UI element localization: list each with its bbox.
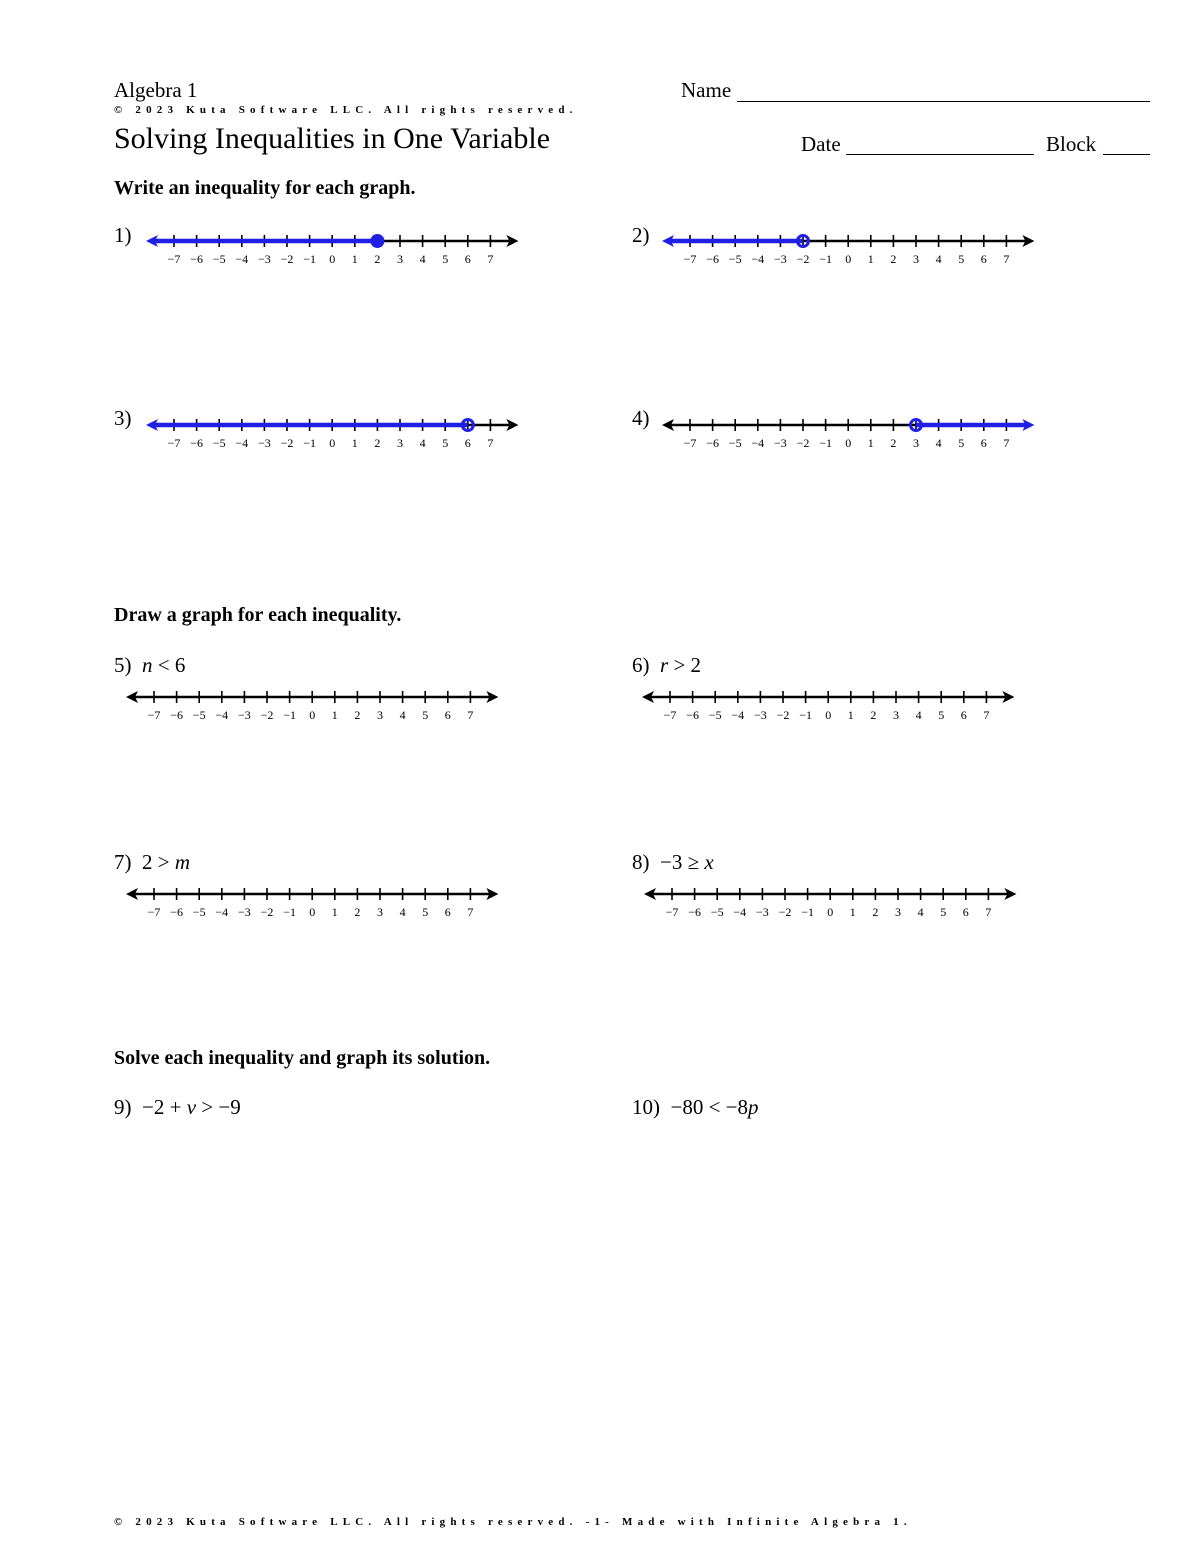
tick-label: −1	[819, 252, 832, 266]
problem-number: 7)	[114, 850, 132, 874]
tick-label: 6	[464, 436, 471, 450]
tick-label: −1	[801, 905, 814, 919]
tick-label: 2	[354, 905, 361, 919]
tick-label: −4	[751, 252, 765, 266]
tick-label: 1	[847, 708, 854, 722]
tick-label: 6	[464, 252, 471, 266]
tick-label: 0	[825, 708, 832, 722]
variable: m	[174, 850, 191, 874]
problem-9	[114, 1095, 241, 1120]
tick-label: 2	[374, 252, 381, 266]
tick-label: −4	[733, 905, 747, 919]
tick-label: 1	[331, 708, 338, 722]
problem-number: 2)	[632, 223, 650, 247]
tick-label: −3	[774, 436, 787, 450]
tick-label: 0	[309, 905, 316, 919]
problem-6	[632, 653, 701, 678]
tick-label: −6	[706, 252, 719, 266]
inequality-part: > −9	[196, 1095, 241, 1119]
tick-label: −4	[751, 436, 765, 450]
tick-label: 0	[845, 252, 852, 266]
tick-label: 5	[442, 252, 449, 266]
tick-label: −5	[212, 252, 226, 266]
tick-label: 5	[422, 905, 429, 919]
tick-label: 3	[913, 436, 919, 450]
variable: x	[704, 850, 714, 874]
tick-label: 7	[487, 436, 494, 450]
problem-number: 3)	[114, 406, 132, 430]
page-number: -1-	[585, 1516, 615, 1528]
number-line-3	[140, 412, 520, 452]
tick-label: 5	[442, 436, 449, 450]
tick-label: 3	[397, 436, 403, 450]
inequality-part: −2 +	[142, 1095, 187, 1119]
tick-label: −6	[688, 905, 701, 919]
tick-label: 6	[980, 436, 987, 450]
tick-label: −5	[192, 708, 206, 722]
number-line-7[interactable]	[120, 881, 500, 921]
inequality-part: < 6	[152, 653, 186, 677]
tick-label: 4	[399, 708, 406, 722]
tick-label: −1	[303, 436, 316, 450]
tick-label: 3	[397, 252, 403, 266]
tick-label: 0	[827, 905, 834, 919]
variable: r	[660, 653, 669, 677]
tick-label: −3	[258, 436, 271, 450]
tick-label: −3	[754, 708, 767, 722]
inequality-part: 2 >	[142, 850, 175, 874]
tick-label: −3	[258, 252, 271, 266]
tick-label: −7	[663, 708, 677, 722]
tick-label: 1	[867, 436, 874, 450]
variable: n	[142, 653, 153, 677]
tick-label: 0	[329, 252, 336, 266]
tick-label: 7	[1003, 252, 1010, 266]
tick-label: 6	[980, 252, 987, 266]
tick-label: 5	[940, 905, 947, 919]
tick-label: 3	[895, 905, 901, 919]
tick-label: 7	[983, 708, 990, 722]
tick-label: 3	[913, 252, 919, 266]
problem-number: 8)	[632, 850, 650, 874]
inequality-part: −3 ≥	[660, 850, 705, 874]
block-label: Block	[1046, 132, 1097, 156]
tick-label: −4	[215, 708, 229, 722]
tick-label: −7	[683, 252, 697, 266]
tick-label: −7	[167, 436, 181, 450]
number-line-6[interactable]	[636, 684, 1016, 724]
variable: p	[748, 1095, 759, 1119]
tick-label: 0	[329, 436, 336, 450]
page-title: Solving Inequalities in One Variable	[114, 122, 551, 155]
tick-label: 4	[419, 436, 426, 450]
number-line-2	[656, 228, 1036, 268]
section-heading-draw: Draw a graph for each inequality.	[114, 604, 402, 626]
tick-label: −3	[756, 905, 769, 919]
tick-label: −2	[260, 905, 274, 919]
tick-label: −2	[776, 708, 790, 722]
tick-label: 2	[870, 708, 877, 722]
tick-label: 2	[354, 708, 361, 722]
date-field[interactable]	[846, 154, 1034, 155]
section-heading-write: Write an inequality for each graph.	[114, 177, 416, 199]
tick-label: 1	[331, 905, 338, 919]
tick-label: 3	[377, 708, 383, 722]
tick-label: 5	[938, 708, 945, 722]
tick-label: 4	[935, 436, 942, 450]
tick-label: −7	[147, 905, 161, 919]
tick-label: 2	[872, 905, 879, 919]
tick-label: −2	[280, 436, 294, 450]
tick-label: −3	[238, 708, 251, 722]
tick-label: −6	[686, 708, 699, 722]
tick-label: 5	[958, 436, 965, 450]
tick-label: 2	[890, 252, 897, 266]
problem-5	[114, 653, 185, 678]
tick-label: −4	[235, 436, 249, 450]
tick-label: 7	[467, 708, 474, 722]
tick-label: −2	[796, 252, 810, 266]
problem-8	[632, 850, 714, 875]
problem-number: 6)	[632, 653, 650, 677]
problem-number: 5)	[114, 653, 132, 677]
problem-7	[114, 850, 190, 875]
tick-label: 1	[867, 252, 874, 266]
tick-label: −2	[280, 252, 294, 266]
variable: v	[186, 1095, 197, 1119]
tick-label: −5	[192, 905, 206, 919]
tick-label: 7	[467, 905, 474, 919]
name-field[interactable]	[737, 101, 1150, 102]
tick-label: 4	[915, 708, 922, 722]
tick-label: −7	[147, 708, 161, 722]
tick-label: −7	[167, 252, 181, 266]
tick-label: −5	[728, 252, 742, 266]
closed-endpoint	[370, 234, 384, 248]
tick-label: 3	[377, 905, 383, 919]
tick-label: −6	[170, 708, 183, 722]
tick-label: −6	[190, 252, 203, 266]
tick-label: −5	[212, 436, 226, 450]
tick-label: −4	[235, 252, 249, 266]
problem-number: 4)	[632, 406, 650, 430]
footer-copyright: © 2023 Kuta Software LLC. All rights reserved.	[114, 1516, 578, 1528]
tick-label: 4	[419, 252, 426, 266]
copyright-notice: © 2023 Kuta Software LLC. All rights reserved.	[114, 104, 578, 116]
tick-label: −2	[796, 436, 810, 450]
tick-label: −5	[708, 708, 722, 722]
tick-label: 0	[309, 708, 316, 722]
tick-label: −4	[215, 905, 229, 919]
block-field[interactable]	[1103, 154, 1150, 155]
inequality-part: > 2	[668, 653, 702, 677]
tick-label: −1	[283, 905, 296, 919]
tick-label: 4	[917, 905, 924, 919]
tick-label: 6	[962, 905, 969, 919]
tick-label: −6	[190, 436, 203, 450]
tick-label: 4	[399, 905, 406, 919]
tick-label: 7	[1003, 436, 1010, 450]
number-line-4	[656, 412, 1036, 452]
footer-notice	[114, 1516, 912, 1528]
tick-label: −1	[819, 436, 832, 450]
tick-label: 6	[960, 708, 967, 722]
tick-label: 2	[890, 436, 897, 450]
tick-label: −5	[728, 436, 742, 450]
tick-label: −7	[665, 905, 679, 919]
tick-label: 0	[845, 436, 852, 450]
tick-label: 3	[893, 708, 899, 722]
tick-label: 7	[487, 252, 494, 266]
name-label: Name	[681, 78, 732, 102]
problem-number: 10)	[632, 1095, 660, 1119]
date-label: Date	[801, 132, 841, 156]
problem-10	[632, 1095, 759, 1120]
tick-label: −1	[799, 708, 812, 722]
tick-label: −3	[774, 252, 787, 266]
tick-label: 6	[444, 905, 451, 919]
tick-label: 1	[351, 252, 358, 266]
tick-label: −2	[778, 905, 792, 919]
tick-label: 1	[351, 436, 358, 450]
tick-label: 5	[422, 708, 429, 722]
number-line-8[interactable]	[638, 881, 1018, 921]
problem-number: 1)	[114, 223, 132, 247]
tick-label: 7	[985, 905, 992, 919]
tick-label: 6	[444, 708, 451, 722]
tick-label: −1	[283, 708, 296, 722]
tick-label: −3	[238, 905, 251, 919]
number-line-1	[140, 228, 520, 268]
number-line-5[interactable]	[120, 684, 500, 724]
tick-label: 1	[849, 905, 856, 919]
inequality-part: −80 < −8	[670, 1095, 749, 1119]
tick-label: −6	[706, 436, 719, 450]
tick-label: −6	[170, 905, 183, 919]
problem-number: 9)	[114, 1095, 132, 1119]
footer-made-with: Made with Infinite Algebra 1.	[621, 1516, 912, 1528]
course-name: Algebra 1	[114, 78, 198, 102]
tick-label: 2	[374, 436, 381, 450]
tick-label: −5	[710, 905, 724, 919]
tick-label: 5	[958, 252, 965, 266]
tick-label: −2	[260, 708, 274, 722]
section-heading-solve: Solve each inequality and graph its solution.	[114, 1047, 491, 1069]
tick-label: −4	[731, 708, 745, 722]
tick-label: 4	[935, 252, 942, 266]
tick-label: −7	[683, 436, 697, 450]
tick-label: −1	[303, 252, 316, 266]
